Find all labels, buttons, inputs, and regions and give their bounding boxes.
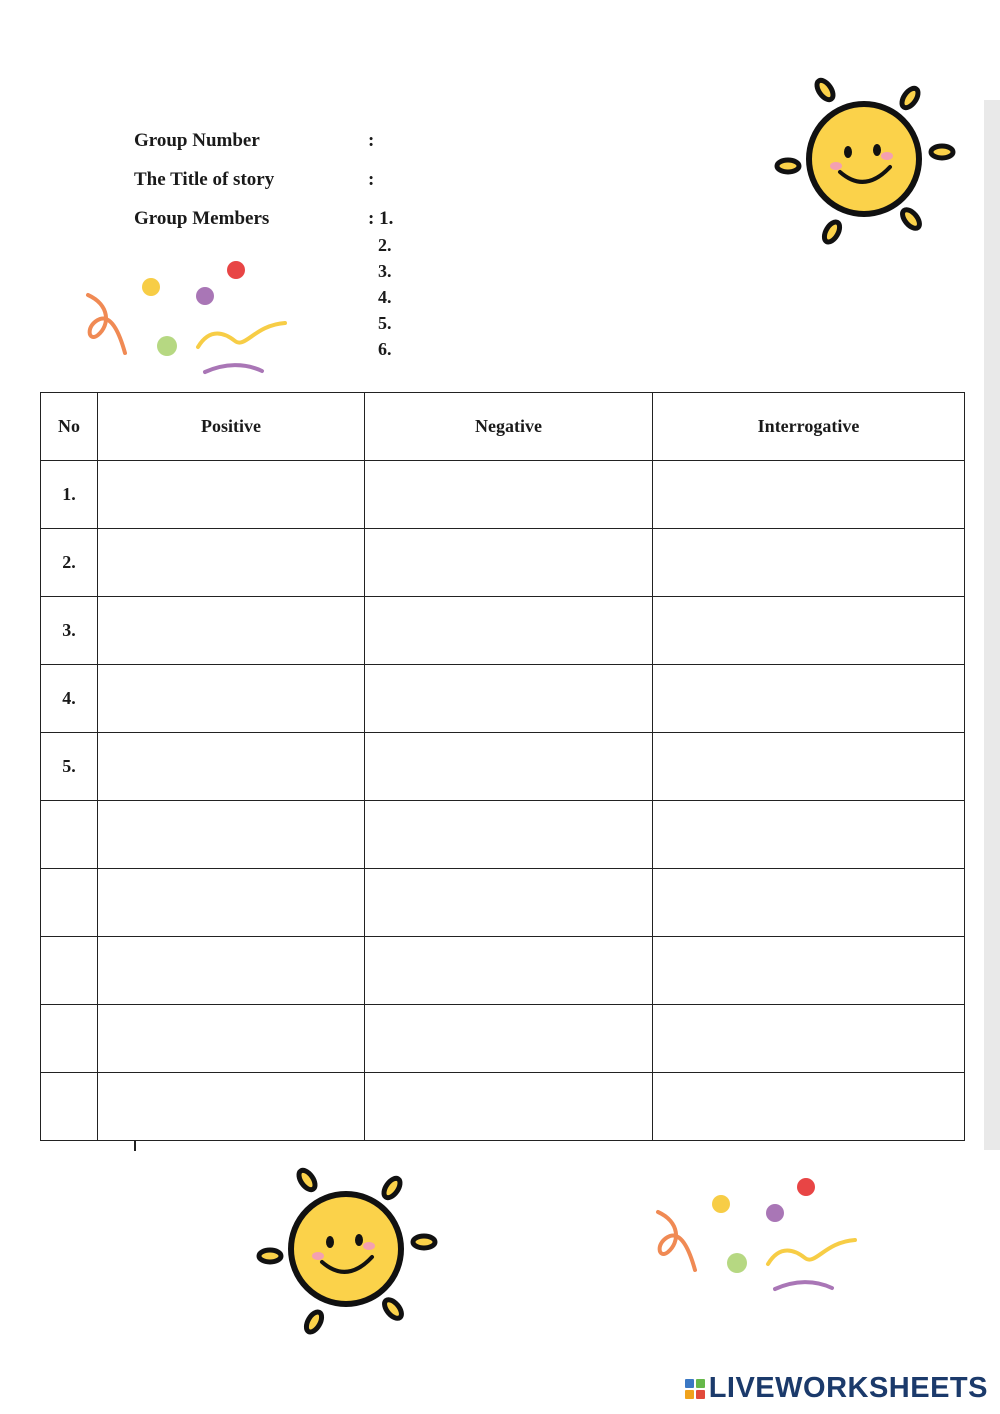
logo-square	[696, 1390, 705, 1399]
negative-cell[interactable]	[365, 461, 653, 529]
worksheet-table	[40, 392, 965, 1141]
positive-cell[interactable]	[98, 937, 365, 1005]
row-number	[41, 869, 98, 937]
member-number: 3.	[378, 261, 392, 281]
table-header-row	[41, 393, 965, 461]
member-number: 4.	[378, 287, 392, 307]
positive-cell[interactable]	[98, 1073, 365, 1141]
negative-cell[interactable]	[365, 733, 653, 801]
positive-cell[interactable]	[98, 801, 365, 869]
row-number: 4.	[41, 665, 98, 733]
member-number: 2.	[378, 235, 392, 255]
smiling-sun-icon	[252, 1162, 442, 1342]
negative-cell[interactable]	[365, 801, 653, 869]
column-header-interrogative: Interrogative	[653, 393, 965, 461]
table-row	[41, 937, 965, 1005]
positive-cell[interactable]	[98, 461, 365, 529]
table-row	[41, 733, 965, 801]
positive-cell[interactable]	[98, 529, 365, 597]
column-header-positive: Positive	[98, 393, 365, 461]
title-colon: :	[368, 169, 375, 190]
group-members-label: Group Members	[134, 208, 270, 229]
table-row	[41, 1005, 965, 1073]
row-number	[41, 937, 98, 1005]
liveworksheets-brand[interactable]	[685, 1372, 988, 1405]
member-number: 6.	[378, 339, 392, 359]
brand-name: LIVEWORKSHEETS	[708, 1372, 988, 1404]
table-tick-mark	[134, 1141, 136, 1151]
row-number: 5.	[41, 733, 98, 801]
confetti-icon	[650, 1172, 860, 1297]
group-members-first: : 1.	[368, 208, 394, 229]
interrogative-cell[interactable]	[653, 869, 965, 937]
interrogative-cell[interactable]	[653, 597, 965, 665]
smiling-sun-icon	[770, 72, 960, 252]
logo-square	[696, 1379, 705, 1388]
table-row	[41, 529, 965, 597]
row-number	[41, 1073, 98, 1141]
negative-cell[interactable]	[365, 597, 653, 665]
interrogative-cell[interactable]	[653, 529, 965, 597]
table-row	[41, 1073, 965, 1141]
scrollbar[interactable]	[984, 100, 1000, 1150]
group-number-label: Group Number	[134, 130, 260, 151]
group-number-colon: :	[368, 130, 375, 151]
row-number	[41, 801, 98, 869]
negative-cell[interactable]	[365, 529, 653, 597]
table-row	[41, 801, 965, 869]
interrogative-cell[interactable]	[653, 733, 965, 801]
column-header-negative: Negative	[365, 393, 653, 461]
interrogative-cell[interactable]	[653, 1073, 965, 1141]
interrogative-cell[interactable]	[653, 801, 965, 869]
positive-cell[interactable]	[98, 869, 365, 937]
logo-square	[685, 1379, 694, 1388]
positive-cell[interactable]	[98, 1005, 365, 1073]
title-label: The Title of story	[134, 169, 275, 190]
member-number: 5.	[378, 313, 392, 333]
negative-cell[interactable]	[365, 1073, 653, 1141]
negative-cell[interactable]	[365, 665, 653, 733]
negative-cell[interactable]	[365, 937, 653, 1005]
negative-cell[interactable]	[365, 869, 653, 937]
row-number: 3.	[41, 597, 98, 665]
row-number: 1.	[41, 461, 98, 529]
interrogative-cell[interactable]	[653, 665, 965, 733]
table-row	[41, 461, 965, 529]
confetti-icon	[80, 255, 290, 380]
negative-cell[interactable]	[365, 1005, 653, 1073]
interrogative-cell[interactable]	[653, 1005, 965, 1073]
table-row	[41, 665, 965, 733]
interrogative-cell[interactable]	[653, 937, 965, 1005]
interrogative-cell[interactable]	[653, 461, 965, 529]
column-header-no: No	[41, 393, 98, 461]
positive-cell[interactable]	[98, 665, 365, 733]
logo-square	[685, 1390, 694, 1399]
table-row	[41, 869, 965, 937]
row-number	[41, 1005, 98, 1073]
liveworksheets-logo-icon	[685, 1379, 705, 1399]
row-number: 2.	[41, 529, 98, 597]
table-row	[41, 597, 965, 665]
positive-cell[interactable]	[98, 597, 365, 665]
positive-cell[interactable]	[98, 733, 365, 801]
